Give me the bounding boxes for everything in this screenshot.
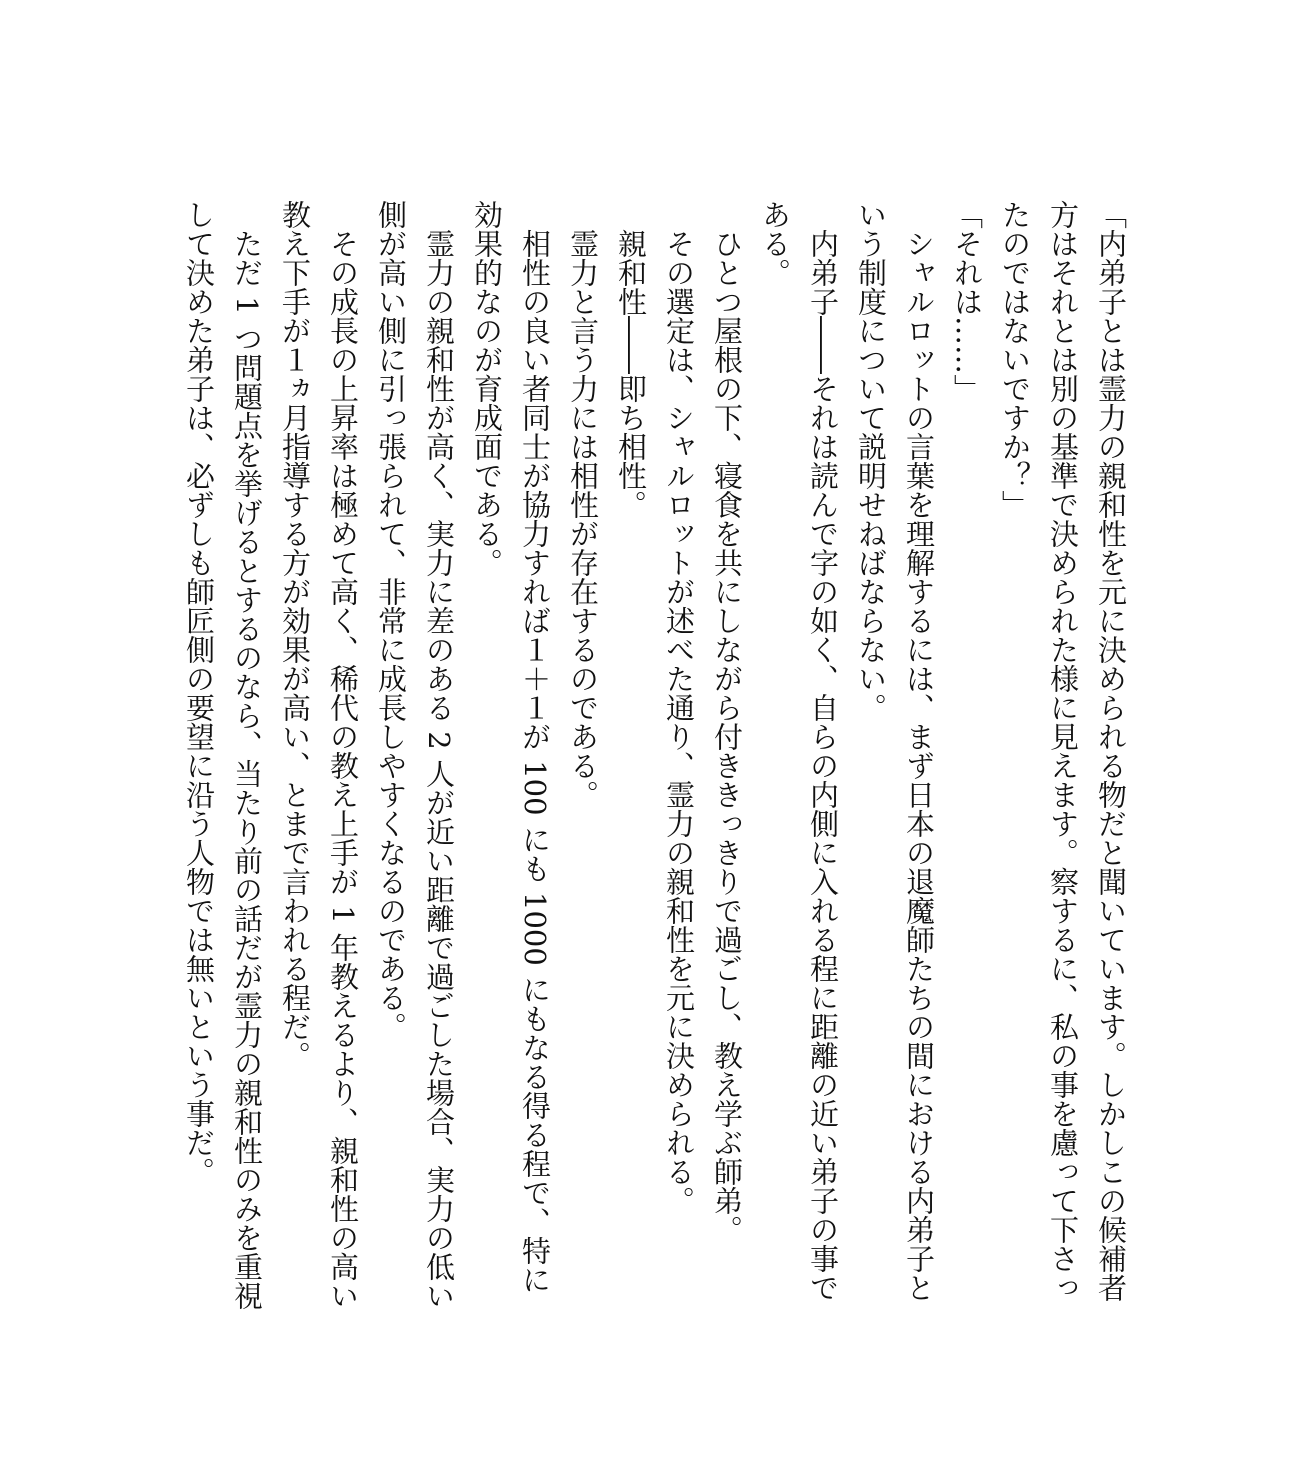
paragraph-3: シャルロットの言葉を理解するには、まず日本の退魔師たちの間における内弟子という制度について説明せねばならない。 [854,200,936,1302]
paragraph-12: ただ 1 つ問題点を挙げるとするのなら、当たり前の話だが霊力の親和性のみを重視して決めた弟子は、必ずしも師匠側の要望に沿う人物では無いという事だ。 [182,200,264,1310]
paragraph-2: 「それは……」 [950,200,984,403]
paragraph-9: 相性の良い者同士が協力すれば１＋１が 100 にも 1000 にもなる得る程で、特に効果的なのが育成面である。 [470,200,552,1295]
paragraph-10: 霊力の親和性が高く、実力に差のある 2 人が近い距離で過ごした場合、実力の低い側が高い側に引っ張られて、非常に成長しやすくなるのである。 [374,200,456,1310]
paragraph-11: その成長の上昇率は極めて高く、稀代の教え上手が 1 年教えるより、親和性の高い教え下手が１ヵ月指導する方が効果が高い、とまで言われる程だ。 [278,200,360,1310]
paragraph-4: 内弟子――それは読んで字の如く、自らの内側に入れる程に距離の近い弟子の事である。 [758,200,840,1302]
paragraph-5: ひとつ屋根の下、寝食を共にしながら付ききっきりで過ごし、教え学ぶ師弟。 [710,229,744,1244]
paragraph-1: 「内弟子とは霊力の親和性を元に決められる物だと聞いています。しかしこの候補者方はそれとは別の基準で決められた様に見えます。察するに、私の事を慮って下さったのではないですか？」 [998,200,1128,1302]
vertical-text-body [170,200,1135,1320]
paragraph-8: 霊力と言う力には相性が存在するのである。 [566,229,600,809]
paragraph-6: その選定は、シャルロットが述べた通り、霊力の親和性を元に決められる。 [662,229,696,1215]
paragraph-7: 親和性――即ち相性。 [614,229,648,519]
